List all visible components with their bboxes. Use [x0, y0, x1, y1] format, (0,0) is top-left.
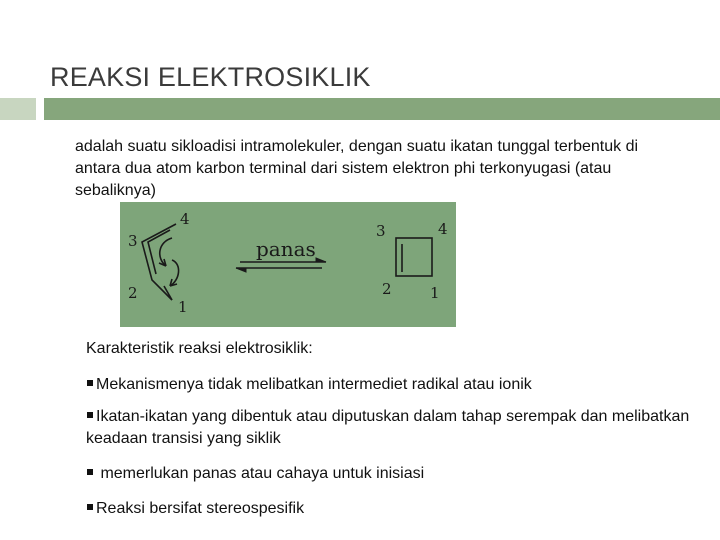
- characteristics-list: [86, 374, 696, 530]
- list-item-text: Mekanismenya tidak melibatkan intermediet radikal atau ionik: [96, 376, 532, 393]
- left-label-4: 4: [180, 210, 190, 228]
- left-label-1: 1: [178, 298, 188, 316]
- right-label-4: 4: [438, 220, 448, 238]
- reaction-diagram: [120, 202, 456, 327]
- list-item: [86, 498, 696, 520]
- cyclobutene-structure: [396, 238, 432, 276]
- slide-title: REAKSI ELEKTROSIKLIK: [50, 62, 371, 92]
- square-bullet-icon: [87, 504, 93, 510]
- list-item-text: Ikatan-ikatan yang dibentuk atau diputuskan dalam tahap serempak dan melibatkan keadaan transisi yang siklik: [86, 408, 690, 447]
- curved-arrow-upper: [160, 238, 172, 266]
- characteristics-heading: Karakteristik reaksi elektrosiklik:: [86, 340, 313, 357]
- list-item: [86, 406, 696, 450]
- list-item-text: Reaksi bersifat stereospesifik: [96, 500, 305, 517]
- butadiene-structure: [142, 224, 179, 300]
- right-label-3: 3: [376, 222, 386, 240]
- accent-bar: [44, 98, 720, 120]
- list-item: [86, 374, 696, 396]
- square-bullet-icon: [87, 412, 93, 418]
- list-item-text: memerlukan panas atau cahaya untuk inisiasi: [96, 465, 425, 482]
- arrow-label-panas: panas: [256, 237, 316, 261]
- list-item: [86, 463, 696, 485]
- right-label-1: 1: [430, 284, 440, 302]
- left-label-3: 3: [128, 232, 138, 250]
- square-bullet-icon: [87, 380, 93, 386]
- accent-square: [0, 98, 36, 120]
- reaction-figure: [120, 202, 456, 327]
- definition-text: adalah suatu sikloadisi intramolekuler, dengan suatu ikatan tunggal terbentuk di antara dua atom karbon terminal dari sistem elektron phi terkonyugasi (atau sebaliknya): [75, 138, 639, 199]
- right-label-2: 2: [382, 280, 392, 298]
- square-bullet-icon: [87, 469, 93, 475]
- left-label-2: 2: [128, 284, 138, 302]
